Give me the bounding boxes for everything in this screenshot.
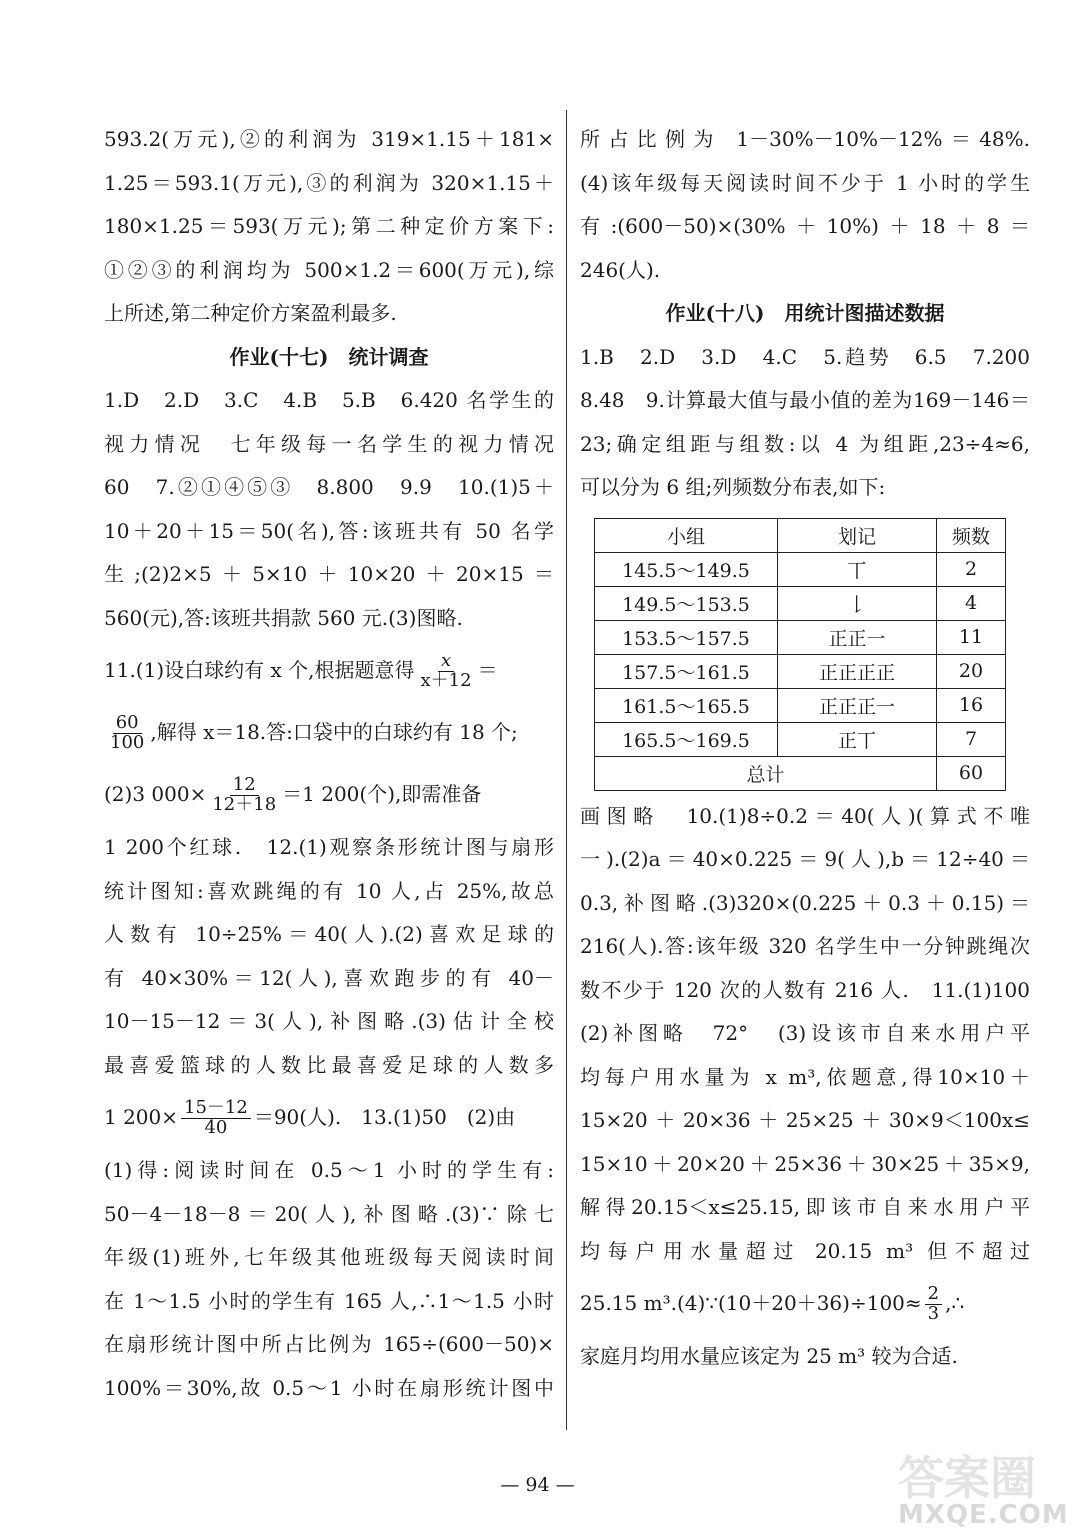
section-heading-17: 作业(十七) 统计调查 <box>229 344 429 369</box>
table-header: 频数 <box>937 518 1006 552</box>
answer-line: 60 7.②①④⑤③ 8.800 9.9 10.(1)5＋ <box>104 475 554 499</box>
answer-line: 生;(2)2×5＋5×10＋10×20＋20×15＝ <box>104 562 554 586</box>
text-line: 0.3,补图略.(3)320×(0.225＋0.3＋0.15)＝ <box>580 890 1030 915</box>
text-line: 10－15－12＝3(人),补图略.(3)估计全校 <box>104 1009 554 1033</box>
q11c-line <box>104 764 554 826</box>
fraction-denominator: 3 <box>927 1302 940 1324</box>
table-total-label: 总计 <box>595 756 937 790</box>
text-line: 15×10＋20×20＋25×36＋30×25＋35×9, <box>580 1151 1030 1176</box>
text-line: 1 200个红球. 12.(1)观察条形统计图与扇形 <box>104 835 554 859</box>
q11-text: (2)3 000× <box>104 782 207 807</box>
tally-cell: 正正一 <box>778 620 937 654</box>
text-line: (2)补图略 72° (3)设该市自来水用户平 <box>580 1021 1030 1045</box>
table-cell: 157.5～161.5 <box>595 654 778 688</box>
text-line: 上所述,第二种定价方案盈利最多. <box>104 301 397 325</box>
tally-cell: 丅 <box>778 552 937 586</box>
table-cell: 153.5～157.5 <box>595 620 778 654</box>
table-cell: 2 <box>937 552 1006 586</box>
fraction-denominator: 12＋18 <box>212 793 277 815</box>
q11-text: 11.(1)设白球约有 x 个,根据题意得 <box>104 658 415 683</box>
q12-text: ＝90(人). 13.(1)50 (2)由 <box>253 1105 516 1130</box>
answer-line: 1.B 2.D 3.D 4.C 5.趋势 6.5 7.200 <box>580 344 1030 369</box>
text-line: 年级(1)班外,七年级其他班级每天阅读时间 <box>104 1245 554 1269</box>
fraction <box>925 1282 942 1324</box>
answer-line: 可以分为 6 组;列频数分布表,如下: <box>580 475 886 499</box>
table-row <box>595 654 1006 688</box>
text-line: 家庭月均用水量应该定为 25 m³ 较为合适. <box>580 1344 958 1368</box>
answer-line: 23;确定组距与组数:以 4 为组距,23÷4≈6, <box>580 431 1030 456</box>
fraction-numerator: 60 <box>113 714 142 734</box>
text-line: 50－4－18－8＝20(人),补图略.(3)∵除七 <box>104 1201 554 1226</box>
table-cell: 16 <box>937 688 1006 722</box>
text-line: 画图略 10.(1)8÷0.2＝40(人)(算式不唯 <box>580 803 1030 828</box>
text-line: ①②③的利润均为 500×1.2＝600(万元),综 <box>104 257 554 282</box>
q11-text: ,解得 x＝18.答:口袋中的白球约有 18 个; <box>150 720 518 745</box>
text-line: 在扇形统计图中所占比例为 165÷(600－50)× <box>104 1332 554 1356</box>
left-column <box>104 118 554 1410</box>
text-line: 15×20＋20×36＋25×25＋30×9＜100x≤ <box>580 1108 1030 1132</box>
fraction-numerator: 12 <box>230 776 259 796</box>
text-line: 100%＝30%,故 0.5～1 小时在扇形统计图中 <box>104 1375 554 1400</box>
text-line: 一).(2)a＝40×0.225＝9(人),b＝12÷40＝ <box>580 847 1030 871</box>
table-cell: 20 <box>937 654 1006 688</box>
q11d-line <box>580 1273 1030 1335</box>
table-header: 划记 <box>778 518 937 552</box>
text-line: 所占比例为 1－30%－10%－12%＝48%. <box>580 127 1030 151</box>
table-cell: 149.5～153.5 <box>595 586 778 620</box>
table-cell: 145.5～149.5 <box>595 552 778 586</box>
table-row <box>595 552 1006 586</box>
fraction-numerator: 15－12 <box>181 1099 251 1119</box>
tally-cell: 正正正正 <box>778 654 937 688</box>
text-line: 统计图知:喜欢跳绳的有 10 人,占 25%,故总 <box>104 878 554 903</box>
text-line: 216(人).答:该年级 320 名学生中一分钟跳绳次 <box>580 934 1030 958</box>
table-total-row <box>595 756 1006 790</box>
text-line: 246(人). <box>580 257 661 282</box>
q11-text: ＝1 200(个),即需准备 <box>282 782 482 807</box>
q11d-text: ,∴ <box>945 1291 965 1316</box>
q11b-line <box>104 702 554 764</box>
fraction-numerator: 2 <box>925 1285 942 1305</box>
table-cell: 161.5～165.5 <box>595 688 778 722</box>
answer-line: 1.D 2.D 3.C 4.B 5.B 6.420 名学生的 <box>104 388 554 412</box>
table-row <box>595 620 1006 654</box>
answer-line: 8.48 9.计算最大值与最小值的差为169－146＝ <box>580 388 1030 412</box>
section-heading-18: 作业(十八) 用统计图描述数据 <box>665 301 945 325</box>
text-line: 数不少于 120 次的人数有 216 人. 11.(1)100 <box>580 977 1030 1002</box>
answer-line: 10＋20＋15＝50(名),答:该班共有 50 名学 <box>104 518 554 543</box>
right-column <box>580 118 1030 1379</box>
text-line: 180×1.25＝593(万元);第二种定价方案下: <box>104 214 554 238</box>
text-line: 均每户用水量超过 20.15 m³ 但不超过 <box>580 1238 1030 1263</box>
table-header-row <box>595 518 1006 552</box>
answer-line: 560(元),答:该班共捐款 560 元.(3)图略. <box>104 605 463 630</box>
q12-line <box>104 1087 554 1149</box>
answer-line: 视力情况 七年级每一名学生的视力情况 <box>104 431 554 456</box>
page-number: — 94 — <box>500 1474 575 1496</box>
table-cell: 7 <box>937 722 1006 756</box>
table-row <box>595 586 1006 620</box>
text-line: 593.2(万元),②的利润为 319×1.15＋181× <box>104 127 554 151</box>
frequency-table <box>594 518 1006 791</box>
text-line: (4)该年级每天阅读时间不少于 1 小时的学生 <box>580 170 1030 195</box>
text-line: 在 1～1.5 小时的学生有 165 人,∴1～1.5 小时 <box>104 1288 554 1313</box>
column-divider <box>566 110 567 1430</box>
fraction-denominator: 100 <box>110 731 145 753</box>
fraction <box>107 711 147 753</box>
fraction-denominator: x＋12 <box>420 669 472 691</box>
q11-text: ＝ <box>477 658 498 683</box>
tally-cell: 𠄌 <box>778 586 937 620</box>
q11d-text: 25.15 m³.(4)∵(10＋20＋36)÷100≈ <box>580 1291 922 1316</box>
table-header: 小组 <box>595 518 778 552</box>
text-line: 有 40×30%＝12(人),喜欢跑步的有 40－ <box>104 965 554 990</box>
watermark-logo-text: 答案圈 <box>898 1451 1036 1505</box>
table-cell: 11 <box>937 620 1006 654</box>
text-line: (1)得:阅读时间在 0.5～1 小时的学生有: <box>104 1158 554 1182</box>
q12-text: 1 200× <box>104 1105 179 1130</box>
text-line: 解得20.15＜x≤25.15,即该市自来水用户平 <box>580 1195 1030 1219</box>
text-line: 人数有 10÷25%＝40(人).(2)喜欢足球的 <box>104 922 554 946</box>
text-line: 1.25＝593.1(万元),③的利润为 320×1.15＋ <box>104 170 554 195</box>
table-cell: 4 <box>937 586 1006 620</box>
watermark-text: MXQE.COM <box>898 1500 1069 1530</box>
table-total-value: 60 <box>937 756 1006 790</box>
tally-cell: 正丅 <box>778 722 937 756</box>
q11-line <box>104 640 554 702</box>
fraction <box>209 773 279 815</box>
table-row <box>595 688 1006 722</box>
table-row <box>595 722 1006 756</box>
text-line: 有:(600－50)×(30%＋10%)＋18＋8＝ <box>580 214 1030 238</box>
fraction <box>181 1096 251 1138</box>
tally-cell: 正正正一 <box>778 688 937 722</box>
text-line: 最喜爱篮球的人数比最喜爱足球的人数多 <box>104 1052 554 1077</box>
table-cell: 165.5～169.5 <box>595 722 778 756</box>
fraction-denominator: 40 <box>204 1116 228 1138</box>
fraction-numerator: x <box>438 652 454 672</box>
fraction <box>418 649 475 691</box>
text-line: 均每户用水量为 x m³,依题意,得10×10＋ <box>580 1064 1030 1089</box>
